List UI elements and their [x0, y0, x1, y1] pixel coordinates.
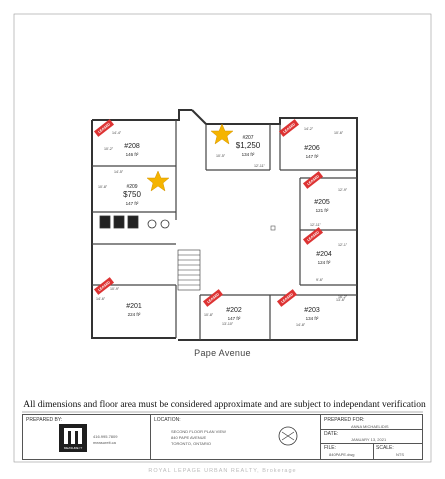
prepared-by-cell	[23, 415, 151, 459]
room-207-area: 134 ft²	[241, 152, 255, 157]
website: measureit.ca	[93, 440, 116, 445]
room-202-name: #202	[226, 307, 242, 314]
dimension-label: 9'-6"	[316, 278, 324, 282]
structural-column	[271, 226, 275, 230]
dimension-label: 12'-1"	[338, 243, 348, 247]
room-205-name: #205	[314, 199, 330, 206]
washrooms	[100, 216, 169, 228]
date-value: JANUARY 13, 2021	[351, 437, 387, 442]
prepared-for-value: ANNA MICHAELIDIS	[351, 424, 389, 429]
leased-badge: LEASED	[97, 122, 112, 135]
dimension-label: 14'-5"	[114, 170, 124, 174]
room-208-name: #208	[124, 143, 140, 150]
dimension-label: 12'-11"	[254, 164, 265, 168]
leased-badge: LEASED	[97, 280, 112, 293]
dimension-label: 10'-8"	[98, 185, 108, 189]
dimension-label: 14'-8"	[296, 323, 306, 327]
dimension-label: 10'-2"	[104, 147, 114, 151]
dimension-label: 16'-2"	[338, 295, 348, 299]
room-201-area: 224 ft²	[127, 312, 141, 317]
dimension-label: 12'-11"	[310, 223, 321, 227]
project-info-cell	[321, 415, 422, 459]
date-label: DATE:	[324, 431, 339, 437]
location-line: TORONTO, ONTARIO	[171, 441, 212, 446]
dimension-label: 10'-5"	[216, 154, 226, 158]
location-line: SECOND FLOOR PLAN VIEW	[171, 429, 226, 434]
dimension-label: 13'-10"	[222, 322, 234, 326]
location-cell	[151, 415, 321, 459]
dimension-label: 10'-6"	[334, 131, 344, 135]
room-203-area: 134 ft²	[305, 316, 319, 321]
dimension-label: 10'-8"	[204, 313, 214, 317]
room-204-area: 124 ft²	[317, 260, 331, 265]
room-205-area: 121 ft²	[315, 208, 329, 213]
leased-badge: LEASED	[282, 122, 297, 135]
room-202-area: 147 ft²	[227, 316, 241, 321]
room-207-price: $1,250	[235, 141, 261, 150]
room-204-name: #204	[316, 251, 332, 258]
leased-badge: LEASED	[306, 230, 321, 243]
measure-it-logo	[59, 424, 87, 452]
room-207-name: #207	[242, 135, 254, 141]
room-206-area: 147 ft²	[305, 154, 319, 159]
dimension-label: 13'-6"	[336, 298, 346, 302]
star-icon	[211, 124, 233, 144]
room-209-price: $750	[123, 190, 141, 199]
dimension-label: 14'-2"	[304, 127, 314, 131]
leased-badge: LEASED	[206, 292, 221, 305]
room-206-name: #206	[304, 145, 320, 152]
logo-caption: MEASURE IT	[63, 446, 83, 450]
file-label: FILE:	[324, 445, 336, 451]
stairs	[178, 250, 200, 290]
phone-number: 416.995.7809	[93, 434, 118, 439]
room-201-name: #201	[126, 303, 142, 310]
room-209-area: 147 ft²	[125, 201, 139, 206]
dimension-label: 12'-9"	[338, 188, 348, 192]
leased-badge: LEASED	[306, 174, 321, 187]
street-label: Pape Avenue	[194, 348, 251, 358]
leased-badge: LEASED	[280, 292, 295, 305]
sheet-border	[14, 14, 431, 462]
dimension-label: 14'-6"	[96, 297, 106, 301]
room-208-area: 146 ft²	[125, 152, 139, 157]
room-203-name: #203	[304, 307, 320, 314]
room-209-name: #209	[126, 184, 138, 190]
scale-label: SCALE:	[376, 445, 394, 451]
file-value: 840PAPE.dwg	[329, 452, 355, 457]
location-line: 840 PAPE AVENUE	[171, 435, 207, 440]
star-icon	[147, 171, 169, 191]
brokerage-watermark: ROYAL LEPAGE URBAN REALTY, Brokerage	[148, 468, 297, 474]
title-block	[22, 414, 423, 460]
prepared-by-label: PREPARED BY:	[26, 417, 63, 423]
location-label: LOCATION:	[154, 417, 181, 423]
dimension-label: 10'-9"	[110, 287, 120, 291]
disclaimer-text: All dimensions and floor area must be considered approximate and are subject to independant verification	[23, 400, 426, 410]
dimension-label: 14'-4"	[112, 131, 122, 135]
prepared-for-label: PREPARED FOR:	[324, 417, 365, 423]
scale-value: NTS	[396, 452, 404, 457]
